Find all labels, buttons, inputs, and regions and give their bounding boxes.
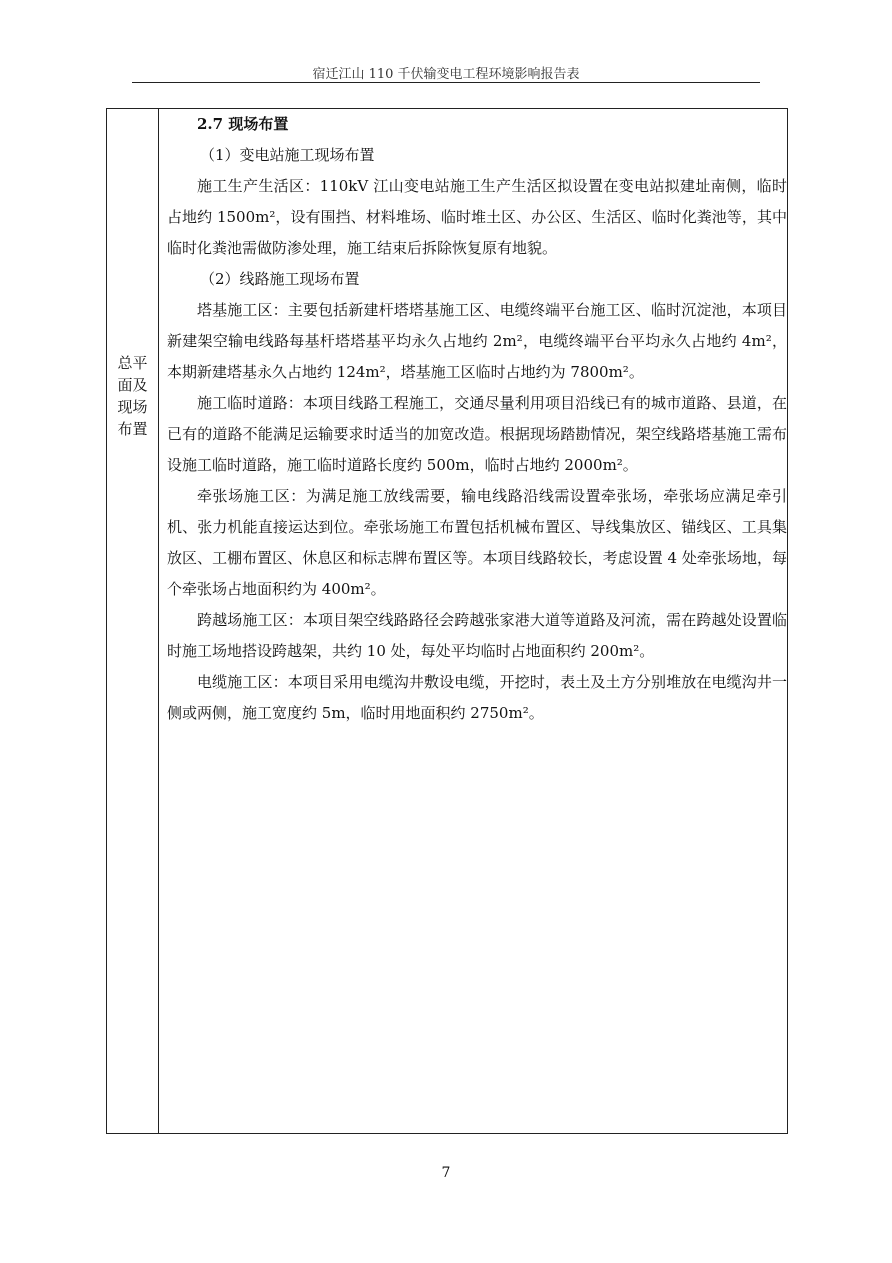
row-label-line: 布置 — [117, 420, 148, 438]
paragraph: 施工临时道路：本项目线路工程施工，交通尽量利用项目沿线已有的城市道路、县道，在已有的道路不能满足运输要求时适当的加宽改造。根据现场踏勘情况，架空线路塔基施工需布设施工临时道路，施工临时道路长度约 500m，临时占地约 2000m²。 — [167, 394, 787, 474]
section-title: 2.7 现场布置 — [197, 115, 289, 133]
layout-table — [106, 108, 788, 1134]
subsection-title: （2）线路施工现场布置 — [200, 270, 360, 288]
paragraph: 施工生产生活区：110kV 江山变电站施工生产生活区拟设置在变电站拟建址南侧，临时占地约 1500m²，设有围挡、材料堆场、临时堆土区、办公区、生活区、临时化粪池等，其中临时化粪池需做防渗处理，施工结束后拆除恢复原有地貌。 — [167, 177, 787, 257]
paragraph: 电缆施工区：本项目采用电缆沟井敷设电缆，开挖时，表土及土方分别堆放在电缆沟井一侧或两侧，施工宽度约 5m，临时用地面积约 2750m²。 — [167, 673, 787, 722]
paragraph: 跨越场施工区：本项目架空线路路径会跨越张家港大道等道路及河流，需在跨越处设置临时施工场地搭设跨越架，共约 10 处，每处平均临时占地面积约 200m²。 — [167, 611, 787, 660]
content-cell — [167, 109, 787, 729]
subsection-title: （1）变电站施工现场布置 — [200, 146, 375, 164]
header-rule — [132, 82, 760, 83]
paragraph: 牵张场施工区：为满足施工放线需要，输电线路沿线需设置牵张场，牵张场应满足牵引机、张力机能直接运达到位。牵张场施工布置包括机械布置区、导线集放区、锚线区、工具集放区、工棚布置区、休息区和标志牌布置区等。本项目线路较长，考虑设置 4 处牵张场地，每个牵张场占地面积约为 400m²。 — [167, 487, 787, 598]
row-label-line: 面及 — [117, 376, 148, 394]
document-header: 宿迁江山 110 千伏输变电工程环境影响报告表 — [312, 67, 580, 82]
page-number: 7 — [441, 1165, 451, 1181]
row-label-line: 现场 — [117, 398, 148, 416]
paragraph: 塔基施工区：主要包括新建杆塔塔基施工区、电缆终端平台施工区、临时沉淀池，本项目新建架空输电线路每基杆塔塔基平均永久占地约 2m²，电缆终端平台平均永久占地约 4m²，本期新建塔基永久占地约 124m²，塔基施工区临时占地约为 7800m²。 — [167, 301, 787, 381]
row-label-cell — [107, 109, 159, 1133]
row-label — [107, 352, 158, 440]
row-label-line: 总平 — [117, 354, 148, 372]
